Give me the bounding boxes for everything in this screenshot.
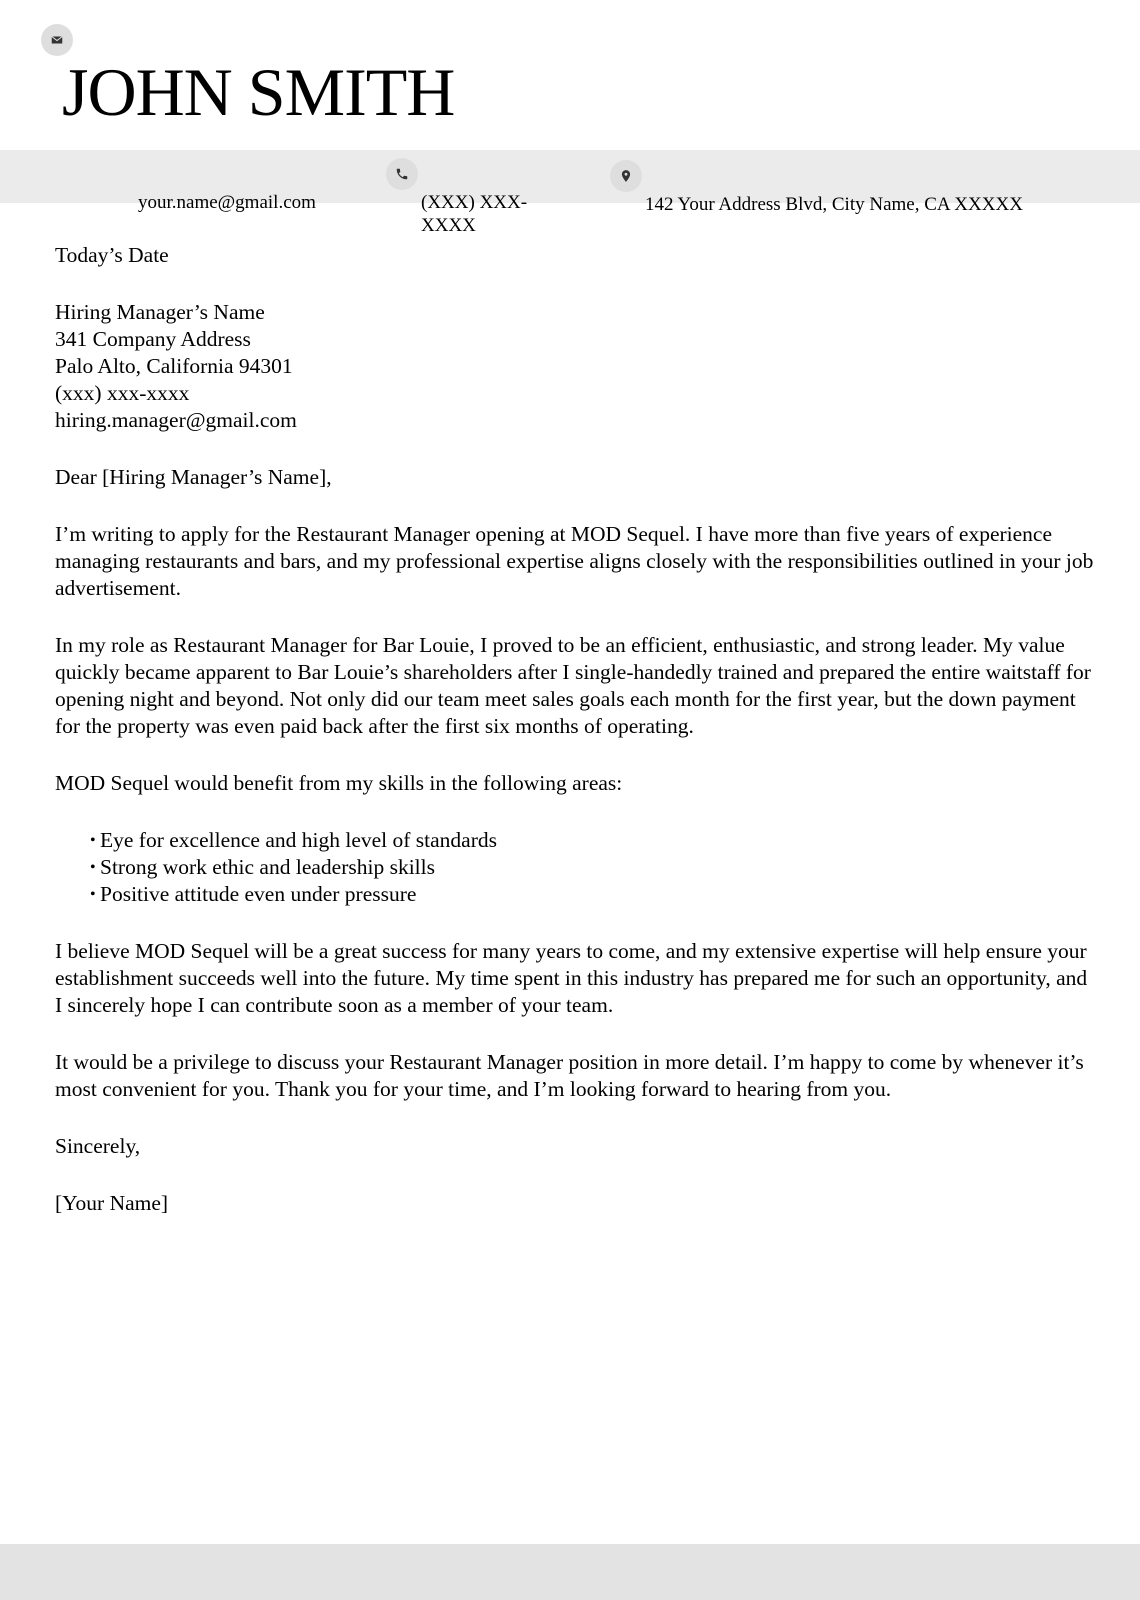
- skills-intro: MOD Sequel would benefit from my skills in the following areas:: [55, 771, 623, 795]
- list-item: [90, 827, 1095, 854]
- contact-email: your.name@gmail.com: [138, 192, 316, 213]
- applicant-name: JOHN SMITH: [62, 54, 455, 130]
- map-pin-icon: [610, 160, 642, 192]
- contact-address: 142 Your Address Blvd, City Name, CA XXXXX: [645, 194, 1023, 215]
- closing: Sincerely,: [55, 1134, 141, 1158]
- paragraph-belief: I believe MOD Sequel will be a great success for many years to come, and my extensive expertise will help ensure your establishment succeeds well into the future. My time spent in this industry has prepared me for such an opportunity, and I sincerely hope I can contribute soon as a member of your team.: [55, 939, 1088, 1017]
- list-item: [90, 881, 1095, 908]
- list-item: [90, 854, 1095, 881]
- contact-phone: [421, 191, 527, 237]
- recipient-email: hiring.manager@gmail.com: [55, 408, 297, 432]
- mail-icon: [41, 24, 73, 56]
- contact-phone-line-1: (XXX) XXX-: [421, 192, 528, 213]
- paragraph-intro: I’m writing to apply for the Restaurant Manager opening at MOD Sequel. I have more than five years of experience managing restaurants and bars, and my professional expertise aligns closely with the responsibilities outlined in your job advertisement.: [55, 522, 1094, 600]
- footer-band: [0, 1544, 1140, 1600]
- recipient-block: [55, 299, 1095, 434]
- skill-text: Positive attitude even under pressure: [100, 882, 417, 906]
- letter-body: [55, 242, 1095, 1247]
- paragraph-closing: It would be a privilege to discuss your Restaurant Manager position in more detail. I’m happy to come by whenever it’s most convenient for you. Thank you for your time, and I’m looking forward to hearing from you.: [55, 1050, 1084, 1101]
- salutation: Dear [Hiring Manager’s Name],: [55, 465, 332, 489]
- recipient-city: Palo Alto, California 94301: [55, 354, 293, 378]
- skills-list: [55, 827, 1095, 908]
- paragraph-experience: In my role as Restaurant Manager for Bar Louie, I proved to be an efficient, enthusiastic, and strong leader. My value quickly became apparent to Bar Louie’s shareholders after I single-handedly trained and prepared the entire waitstaff for opening night and beyond. Not only did our team meet sales goals each month for the first year, but the down payment for the property was even paid back after the first six months of operating.: [55, 633, 1091, 738]
- recipient-address: 341 Company Address: [55, 327, 251, 351]
- skill-text: Strong work ethic and leadership skills: [100, 855, 435, 879]
- recipient-name: Hiring Manager’s Name: [55, 300, 265, 324]
- signature: [Your Name]: [55, 1191, 169, 1215]
- recipient-phone: (xxx) xxx-xxxx: [55, 381, 190, 405]
- phone-icon: [386, 158, 418, 190]
- skill-text: Eye for excellence and high level of standards: [100, 828, 497, 852]
- contact-phone-line-2: XXXX: [421, 215, 476, 236]
- letter-date: Today’s Date: [55, 243, 169, 267]
